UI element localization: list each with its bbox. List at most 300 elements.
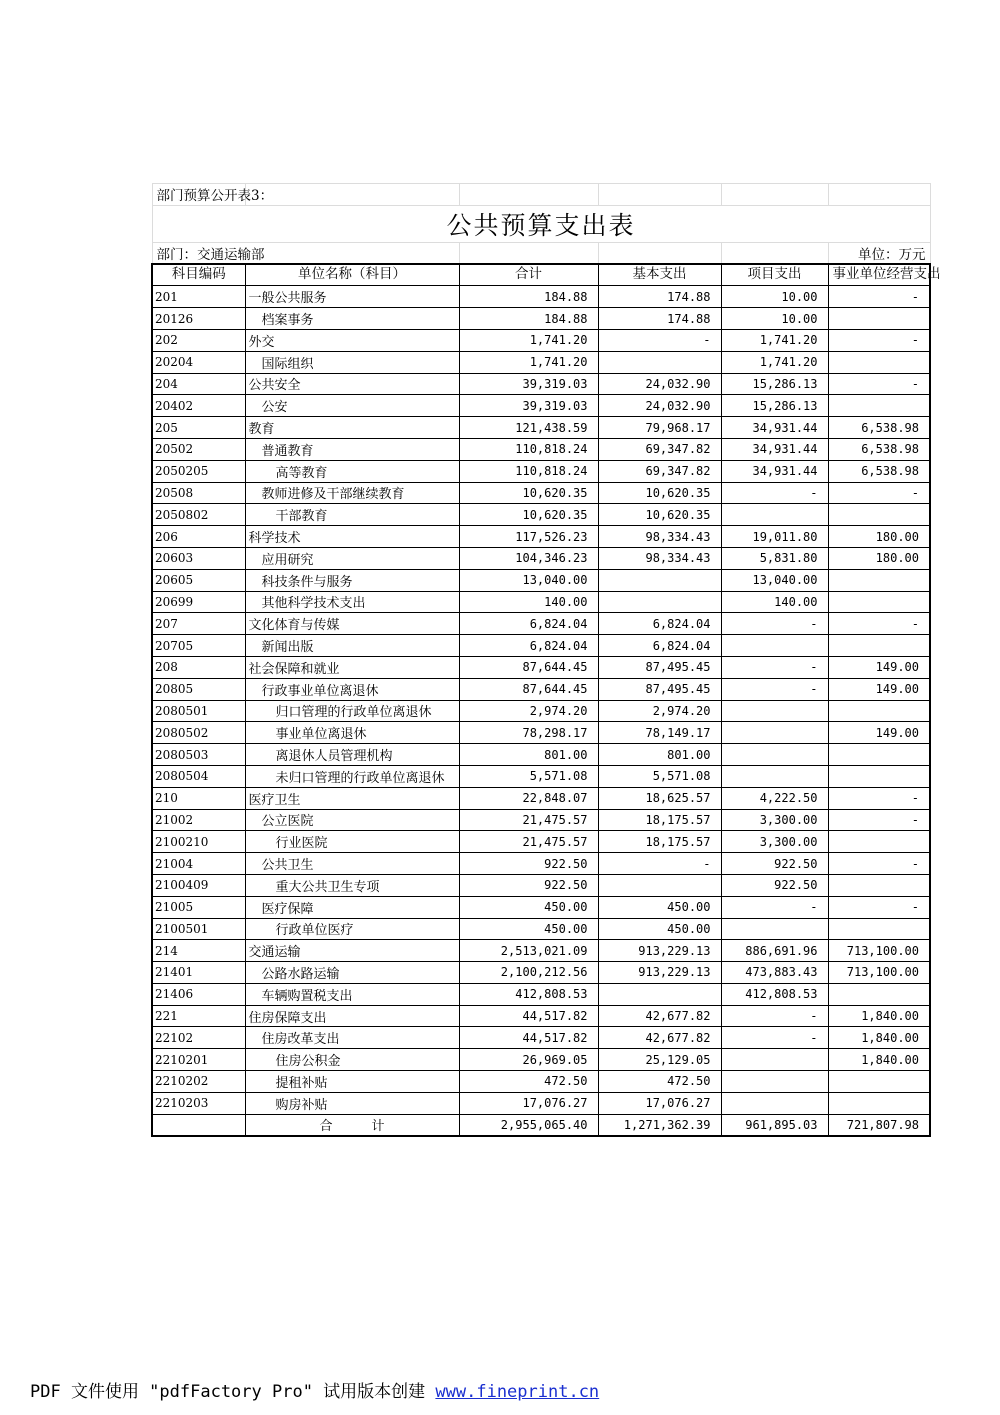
row-code: 2210203: [152, 1092, 245, 1114]
row-business: 1,840.00: [828, 1005, 930, 1027]
row-basic: [598, 351, 721, 373]
row-business: 180.00: [828, 547, 930, 569]
row-name: 外交: [245, 329, 459, 351]
row-code: 20126: [152, 308, 245, 330]
row-code: 21406: [152, 983, 245, 1005]
row-name: 一般公共服务: [245, 286, 459, 308]
row-name: 普通教育: [245, 438, 459, 460]
row-project: 3,300.00: [721, 809, 828, 831]
row-basic: -: [598, 853, 721, 875]
header-total: 合计: [459, 264, 598, 286]
row-business: -: [828, 613, 930, 635]
row-project: -: [721, 482, 828, 504]
table-row: [152, 962, 930, 984]
row-name: 文化体育与传媒: [245, 613, 459, 635]
row-total: 10,620.35: [459, 504, 598, 526]
row-business: [828, 1092, 930, 1114]
row-name: 高等教育: [245, 460, 459, 482]
row-business: [828, 874, 930, 896]
department-row: [152, 242, 930, 264]
row-name: 事业单位离退休: [245, 722, 459, 744]
row-total: 87,644.45: [459, 656, 598, 678]
row-total: 450.00: [459, 918, 598, 940]
row-basic: 450.00: [598, 896, 721, 918]
row-total: 2,513,021.09: [459, 940, 598, 962]
row-business: 1,840.00: [828, 1027, 930, 1049]
header-code: 科目编码: [152, 264, 245, 286]
row-code: 206: [152, 526, 245, 548]
row-project: 13,040.00: [721, 569, 828, 591]
row-code: 20402: [152, 395, 245, 417]
table-row: [152, 351, 930, 373]
row-code: 20502: [152, 438, 245, 460]
row-business: -: [828, 896, 930, 918]
row-project: -: [721, 656, 828, 678]
footer-text: PDF 文件使用 "pdfFactory Pro" 试用版本创建: [30, 1382, 436, 1402]
table-row: [152, 329, 930, 351]
row-total: 1,741.20: [459, 329, 598, 351]
row-business: [828, 635, 930, 657]
table-row: [152, 308, 930, 330]
table-row: [152, 613, 930, 635]
row-name: 提租补贴: [245, 1071, 459, 1093]
row-basic: 2,974.20: [598, 700, 721, 722]
row-code: 208: [152, 656, 245, 678]
row-code: 201: [152, 286, 245, 308]
row-basic: 69,347.82: [598, 438, 721, 460]
row-total: 412,808.53: [459, 983, 598, 1005]
row-name: 公路水路运输: [245, 962, 459, 984]
empty-cell: [459, 184, 598, 206]
row-basic: 98,334.43: [598, 547, 721, 569]
row-total: 6,824.04: [459, 613, 598, 635]
row-code: 20603: [152, 547, 245, 569]
row-total: 21,475.57: [459, 809, 598, 831]
row-basic: 472.50: [598, 1071, 721, 1093]
row-name: 社会保障和就业: [245, 656, 459, 678]
row-total: 104,346.23: [459, 547, 598, 569]
row-business: [828, 918, 930, 940]
table-row: [152, 896, 930, 918]
table-row: [152, 438, 930, 460]
row-project: [721, 744, 828, 766]
row-project: [721, 765, 828, 787]
row-name: 科学技术: [245, 526, 459, 548]
table-row: [152, 656, 930, 678]
row-code: 2100210: [152, 831, 245, 853]
row-code: 21005: [152, 896, 245, 918]
row-project: [721, 1049, 828, 1071]
row-code: 2100501: [152, 918, 245, 940]
unit-label: 单位：万元: [828, 242, 930, 264]
row-total: 2,974.20: [459, 700, 598, 722]
empty-cell: [598, 242, 721, 264]
row-basic: [598, 569, 721, 591]
table-row: [152, 853, 930, 875]
row-basic: 87,495.45: [598, 678, 721, 700]
row-code: 204: [152, 373, 245, 395]
row-basic: [598, 591, 721, 613]
row-name: 重大公共卫生专项: [245, 874, 459, 896]
table-row: [152, 722, 930, 744]
total-business: 721,807.98: [828, 1114, 930, 1136]
row-total: 1,741.20: [459, 351, 598, 373]
row-business: [828, 983, 930, 1005]
table-row: [152, 1027, 930, 1049]
empty-cell: [721, 242, 828, 264]
row-code: 210: [152, 787, 245, 809]
row-name: 行政事业单位离退休: [245, 678, 459, 700]
table-row: [152, 635, 930, 657]
row-name: 医疗卫生: [245, 787, 459, 809]
row-business: [828, 744, 930, 766]
table-row: [152, 700, 930, 722]
row-project: [721, 918, 828, 940]
total-row: [152, 1114, 930, 1136]
row-business: 180.00: [828, 526, 930, 548]
table-row: [152, 1005, 930, 1027]
row-basic: 78,149.17: [598, 722, 721, 744]
row-basic: 801.00: [598, 744, 721, 766]
total-project: 961,895.03: [721, 1114, 828, 1136]
row-basic: 913,229.13: [598, 940, 721, 962]
total-label: 合 计: [245, 1114, 459, 1136]
row-basic: 174.88: [598, 286, 721, 308]
row-name: 公共卫生: [245, 853, 459, 875]
row-project: -: [721, 1027, 828, 1049]
row-basic: 24,032.90: [598, 395, 721, 417]
row-code: 207: [152, 613, 245, 635]
row-code: 221: [152, 1005, 245, 1027]
row-code: 2210201: [152, 1049, 245, 1071]
table-row: [152, 787, 930, 809]
header-basic: 基本支出: [598, 264, 721, 286]
row-project: 922.50: [721, 853, 828, 875]
row-basic: 42,677.82: [598, 1005, 721, 1027]
pdf-footer: [30, 1377, 599, 1402]
row-code: 2050205: [152, 460, 245, 482]
row-name: 住房改革支出: [245, 1027, 459, 1049]
row-project: 473,883.43: [721, 962, 828, 984]
row-project: -: [721, 613, 828, 635]
row-project: 140.00: [721, 591, 828, 613]
row-code: 20204: [152, 351, 245, 373]
row-code: 2100409: [152, 874, 245, 896]
table-row: [152, 569, 930, 591]
empty-cell: [828, 184, 930, 206]
row-basic: 18,625.57: [598, 787, 721, 809]
row-project: 34,931.44: [721, 438, 828, 460]
row-code: 20605: [152, 569, 245, 591]
row-basic: 18,175.57: [598, 831, 721, 853]
row-code: 214: [152, 940, 245, 962]
row-code: 20508: [152, 482, 245, 504]
row-name: 医疗保障: [245, 896, 459, 918]
table-row: [152, 809, 930, 831]
row-project: 34,931.44: [721, 460, 828, 482]
row-business: [828, 831, 930, 853]
empty-cell: [245, 184, 459, 206]
row-project: 15,286.13: [721, 395, 828, 417]
row-business: -: [828, 286, 930, 308]
row-name: 应用研究: [245, 547, 459, 569]
row-business: 149.00: [828, 656, 930, 678]
row-total: 922.50: [459, 853, 598, 875]
row-business: 149.00: [828, 678, 930, 700]
row-code: 2080502: [152, 722, 245, 744]
row-business: [828, 504, 930, 526]
row-project: -: [721, 1005, 828, 1027]
row-total: 110,818.24: [459, 438, 598, 460]
row-basic: 42,677.82: [598, 1027, 721, 1049]
row-business: 149.00: [828, 722, 930, 744]
row-name: 行业医院: [245, 831, 459, 853]
row-total: 17,076.27: [459, 1092, 598, 1114]
table-row: [152, 417, 930, 439]
row-code: 20805: [152, 678, 245, 700]
row-project: 34,931.44: [721, 417, 828, 439]
table-row: [152, 547, 930, 569]
table-row: [152, 373, 930, 395]
row-project: 15,286.13: [721, 373, 828, 395]
row-business: -: [828, 482, 930, 504]
row-basic: 17,076.27: [598, 1092, 721, 1114]
footer-link[interactable]: www.fineprint.cn: [435, 1382, 600, 1402]
row-basic: 10,620.35: [598, 504, 721, 526]
empty-cell: [459, 242, 598, 264]
empty-cell: [598, 184, 721, 206]
row-project: 5,831.80: [721, 547, 828, 569]
row-basic: 174.88: [598, 308, 721, 330]
row-business: [828, 308, 930, 330]
row-name: 行政单位医疗: [245, 918, 459, 940]
row-basic: 25,129.05: [598, 1049, 721, 1071]
row-project: 4,222.50: [721, 787, 828, 809]
table-pre-header: [152, 184, 930, 265]
row-code: 2050802: [152, 504, 245, 526]
table-row: [152, 1049, 930, 1071]
empty-cell: [721, 184, 828, 206]
row-business: [828, 591, 930, 613]
row-total: 184.88: [459, 308, 598, 330]
row-business: -: [828, 329, 930, 351]
row-total: 87,644.45: [459, 678, 598, 700]
row-name: 科技条件与服务: [245, 569, 459, 591]
row-total: 121,438.59: [459, 417, 598, 439]
table-row: [152, 395, 930, 417]
row-name: 归口管理的行政单位离退休: [245, 700, 459, 722]
table-row: [152, 591, 930, 613]
table-row: [152, 1071, 930, 1093]
row-project: [721, 722, 828, 744]
page-title: 公共预算支出表: [152, 205, 930, 242]
row-basic: 87,495.45: [598, 656, 721, 678]
row-basic: 5,571.08: [598, 765, 721, 787]
column-header-row: [152, 264, 930, 286]
row-project: 10.00: [721, 308, 828, 330]
row-code: 2080503: [152, 744, 245, 766]
row-name: 离退休人员管理机构: [245, 744, 459, 766]
row-total: 39,319.03: [459, 395, 598, 417]
row-total: 117,526.23: [459, 526, 598, 548]
total-code-cell: [152, 1114, 245, 1136]
table-row: [152, 526, 930, 548]
table-row: [152, 460, 930, 482]
row-project: [721, 635, 828, 657]
row-name: 其他科学技术支出: [245, 591, 459, 613]
row-project: 886,691.96: [721, 940, 828, 962]
total-basic: 1,271,362.39: [598, 1114, 721, 1136]
row-total: 922.50: [459, 874, 598, 896]
row-business: [828, 765, 930, 787]
table-row: [152, 482, 930, 504]
row-total: 22,848.07: [459, 787, 598, 809]
row-project: 1,741.20: [721, 351, 828, 373]
table-row: [152, 983, 930, 1005]
row-business: -: [828, 373, 930, 395]
table-label-row: [152, 184, 930, 206]
row-total: 10,620.35: [459, 482, 598, 504]
row-name: 教师进修及干部继续教育: [245, 482, 459, 504]
row-name: 车辆购置税支出: [245, 983, 459, 1005]
table-row: [152, 678, 930, 700]
row-name: 公安: [245, 395, 459, 417]
row-project: [721, 700, 828, 722]
row-project: 922.50: [721, 874, 828, 896]
row-business: 713,100.00: [828, 962, 930, 984]
row-name: 教育: [245, 417, 459, 439]
row-business: [828, 700, 930, 722]
row-business: -: [828, 809, 930, 831]
row-business: [828, 351, 930, 373]
header-name: 单位名称（科目）: [245, 264, 459, 286]
row-total: 21,475.57: [459, 831, 598, 853]
row-code: 202: [152, 329, 245, 351]
row-business: [828, 395, 930, 417]
row-total: 110,818.24: [459, 460, 598, 482]
row-project: 412,808.53: [721, 983, 828, 1005]
row-total: 2,100,212.56: [459, 962, 598, 984]
row-basic: 18,175.57: [598, 809, 721, 831]
row-code: 20699: [152, 591, 245, 613]
department-label: 部门：交通运输部: [152, 242, 459, 264]
row-total: 184.88: [459, 286, 598, 308]
row-total: 140.00: [459, 591, 598, 613]
row-project: -: [721, 896, 828, 918]
row-name: 国际组织: [245, 351, 459, 373]
table-label: 部门预算公开表3：: [152, 184, 245, 206]
row-business: 6,538.98: [828, 417, 930, 439]
row-total: 6,824.04: [459, 635, 598, 657]
row-business: -: [828, 853, 930, 875]
row-total: 13,040.00: [459, 569, 598, 591]
row-basic: -: [598, 329, 721, 351]
row-business: -: [828, 787, 930, 809]
row-project: [721, 1071, 828, 1093]
row-name: 住房保障支出: [245, 1005, 459, 1027]
row-name: 公立医院: [245, 809, 459, 831]
row-code: 2210202: [152, 1071, 245, 1093]
row-basic: 6,824.04: [598, 613, 721, 635]
table-row: [152, 765, 930, 787]
row-total: 472.50: [459, 1071, 598, 1093]
table-row: [152, 831, 930, 853]
row-code: 21004: [152, 853, 245, 875]
row-business: [828, 569, 930, 591]
table-row: [152, 918, 930, 940]
row-total: 39,319.03: [459, 373, 598, 395]
row-total: 801.00: [459, 744, 598, 766]
row-basic: [598, 874, 721, 896]
row-name: 新闻出版: [245, 635, 459, 657]
row-business: 713,100.00: [828, 940, 930, 962]
row-code: 20705: [152, 635, 245, 657]
row-basic: 6,824.04: [598, 635, 721, 657]
row-project: 19,011.80: [721, 526, 828, 548]
row-name: 交通运输: [245, 940, 459, 962]
row-total: 44,517.82: [459, 1005, 598, 1027]
table-row: [152, 744, 930, 766]
row-project: -: [721, 678, 828, 700]
row-total: 26,969.05: [459, 1049, 598, 1071]
row-code: 22102: [152, 1027, 245, 1049]
table-row: [152, 1092, 930, 1114]
table-row: [152, 874, 930, 896]
table-body: [152, 264, 941, 1136]
row-code: 21401: [152, 962, 245, 984]
row-project: [721, 504, 828, 526]
row-total: 450.00: [459, 896, 598, 918]
row-basic: 69,347.82: [598, 460, 721, 482]
row-name: 公共安全: [245, 373, 459, 395]
row-business: 6,538.98: [828, 438, 930, 460]
header-business: 事业单位经营支出: [828, 264, 930, 286]
row-total: 5,571.08: [459, 765, 598, 787]
title-row: [152, 205, 930, 242]
row-project: 1,741.20: [721, 329, 828, 351]
total-total: 2,955,065.40: [459, 1114, 598, 1136]
row-business: [828, 1071, 930, 1093]
row-basic: 24,032.90: [598, 373, 721, 395]
table-row: [152, 504, 930, 526]
row-project: 3,300.00: [721, 831, 828, 853]
row-project: [721, 1092, 828, 1114]
row-name: 住房公积金: [245, 1049, 459, 1071]
row-project: 10.00: [721, 286, 828, 308]
budget-table: [151, 183, 941, 1137]
row-code: 2080501: [152, 700, 245, 722]
row-business: 1,840.00: [828, 1049, 930, 1071]
header-project: 项目支出: [721, 264, 828, 286]
row-code: 205: [152, 417, 245, 439]
row-basic: 10,620.35: [598, 482, 721, 504]
row-code: 2080504: [152, 765, 245, 787]
row-basic: 98,334.43: [598, 526, 721, 548]
table-row: [152, 940, 930, 962]
table-row: [152, 286, 930, 308]
row-total: 78,298.17: [459, 722, 598, 744]
row-basic: [598, 983, 721, 1005]
row-name: 未归口管理的行政单位离退休: [245, 765, 459, 787]
row-business: 6,538.98: [828, 460, 930, 482]
row-code: 21002: [152, 809, 245, 831]
row-name: 购房补贴: [245, 1092, 459, 1114]
row-basic: 913,229.13: [598, 962, 721, 984]
row-name: 档案事务: [245, 308, 459, 330]
row-basic: 79,968.17: [598, 417, 721, 439]
row-basic: 450.00: [598, 918, 721, 940]
row-name: 干部教育: [245, 504, 459, 526]
